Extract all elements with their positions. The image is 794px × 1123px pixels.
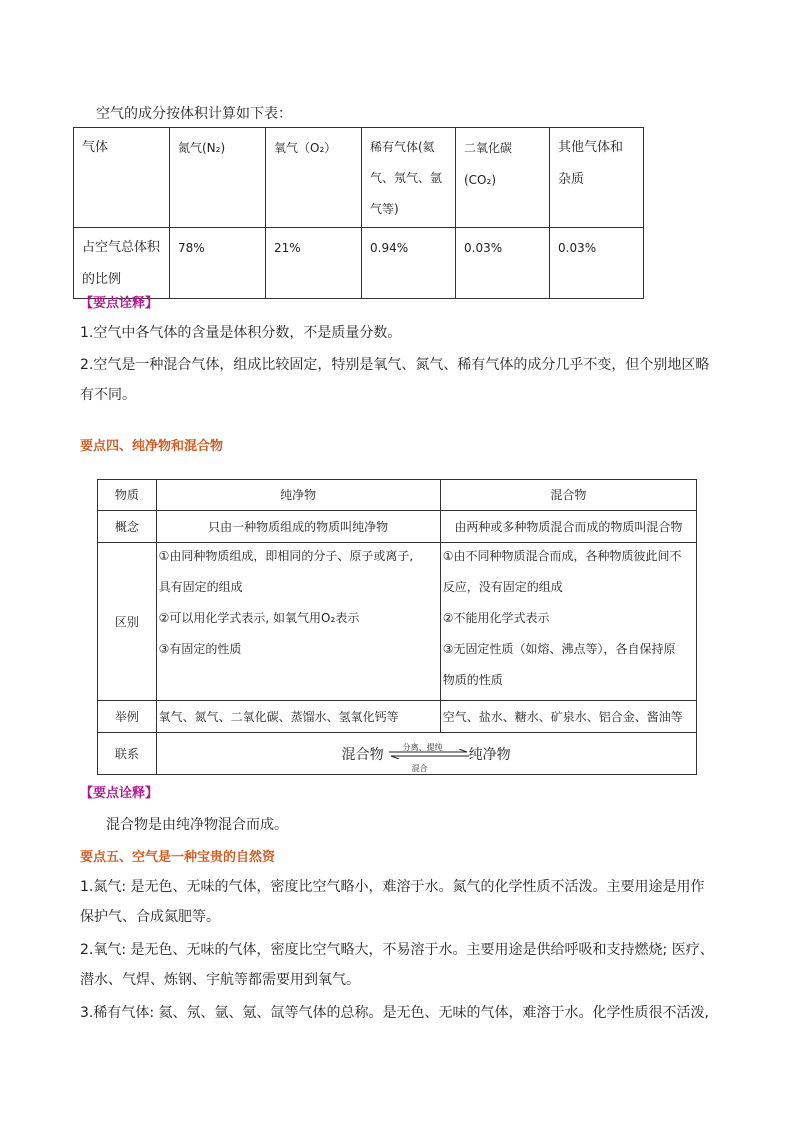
header-cell: 纯净物	[156, 480, 440, 511]
header-cell: 二氧化碳(CO₂)	[456, 128, 550, 228]
air-composition-table	[73, 127, 644, 299]
paragraph: 2.空气是一种混合气体，组成比较固定，特别是氧气、氮气、稀有气体的成分几乎不变，但个别地区略	[80, 357, 710, 373]
section-title: 要点五、空气是一种宝贵的自然资	[80, 850, 276, 865]
header-cell: 气体	[74, 128, 170, 228]
difference-line: 具有固定的组成	[158, 580, 243, 594]
relation-diagram	[157, 737, 696, 771]
paragraph: 混合物是由纯净物混合而成。	[106, 817, 288, 833]
header-cell: 稀有气体(氦气、氖气、氩气等)	[362, 128, 456, 228]
concept-mix-cell: 由两种或多种物质混合而成的物质叫混合物	[440, 511, 696, 543]
header-cell: 其他气体和杂质	[550, 128, 644, 228]
paragraph: 3.稀有气体: 氦、氖、氩、氪、氙等气体的总称。是无色、无味的气体，难溶于水。化学性质很不活泼,	[80, 1005, 709, 1021]
relation-right-term: 纯净物	[468, 746, 511, 763]
paragraph: 潜水、气焊、炼钢、宇航等都需要用到氧气。	[80, 972, 360, 988]
difference-line: ①由不同种物质混合而成，各种物质彼此间不	[442, 549, 682, 563]
difference-mix-cell	[440, 543, 696, 701]
reversible-arrow-icon	[389, 749, 469, 759]
table-row	[98, 701, 697, 733]
paragraph: 有不同。	[80, 387, 136, 403]
header-cell: 物质	[98, 480, 157, 511]
paragraph: 2.氧气: 是无色、无味的气体，密度比空气略大，不易溶于水。主要用途是供给呼吸和支持燃烧; 医疗、	[80, 942, 714, 958]
example-mix-cell: 空气、盐水、糖水、矿泉水、铝合金、酱油等	[440, 701, 696, 733]
key-point-label: 【要点诠释】	[80, 786, 159, 801]
substance-table	[97, 479, 697, 775]
table-row	[98, 543, 697, 701]
table-row	[98, 733, 697, 775]
difference-line: ②不能用化学式表示	[442, 611, 550, 625]
row-label-cell: 举例	[98, 701, 157, 733]
difference-line: ③有固定的性质	[158, 642, 242, 656]
concept-pure-cell: 只由一种物质组成的物质叫纯净物	[156, 511, 440, 543]
value-cell: 0.03%	[456, 228, 550, 299]
difference-line: ①由同种物质组成，即相同的分子、原子或离子,	[158, 549, 414, 563]
row-label-cell: 联系	[98, 733, 157, 775]
value-cell: 21%	[266, 228, 362, 299]
paragraph: 保护气、合成氮肥等。	[80, 909, 220, 925]
header-cell: 氮气(N₂)	[170, 128, 266, 228]
row-label-cell: 概念	[98, 511, 157, 543]
relation-forward-label: 分离、提纯	[402, 742, 443, 752]
table-row	[74, 228, 644, 299]
row-label-cell: 占空气总体积的比例	[74, 228, 170, 299]
table-row	[74, 128, 644, 228]
intro-text: 空气的成分按体积计算如下表：	[96, 106, 292, 122]
difference-pure-cell	[156, 543, 440, 701]
row-label-cell: 区别	[98, 543, 157, 701]
difference-line: 反应，没有固定的组成	[442, 580, 563, 594]
key-point-label: 【要点诠释】	[80, 296, 159, 311]
table-row	[98, 480, 697, 511]
difference-line: ②可以用化学式表示, 如氧气用O₂表示	[158, 611, 360, 625]
paragraph: 1.空气中各气体的含量是体积分数，不是质量分数。	[80, 325, 402, 341]
value-cell: 0.94%	[362, 228, 456, 299]
header-cell: 氧气（O₂）	[266, 128, 362, 228]
value-cell: 0.03%	[550, 228, 644, 299]
relation-cell	[156, 733, 696, 775]
relation-backward-label: 混合	[411, 763, 428, 773]
value-cell: 78%	[170, 228, 266, 299]
example-pure-cell: 氧气、氮气、二氧化碳、蒸馏水、氢氧化钙等	[156, 701, 440, 733]
header-cell: 混合物	[440, 480, 696, 511]
relation-left-term: 混合物	[341, 746, 384, 763]
difference-line: 物质的性质	[442, 673, 503, 687]
difference-line: ③无固定性质（如熔、沸点等），各自保持原	[442, 642, 676, 656]
paragraph: 1.氮气: 是无色、无味的气体，密度比空气略小，难溶于水。氮气的化学性质不活泼。主要用途是用作	[80, 879, 705, 895]
section-title: 要点四、纯净物和混合物	[80, 439, 224, 454]
table-row	[98, 511, 697, 543]
